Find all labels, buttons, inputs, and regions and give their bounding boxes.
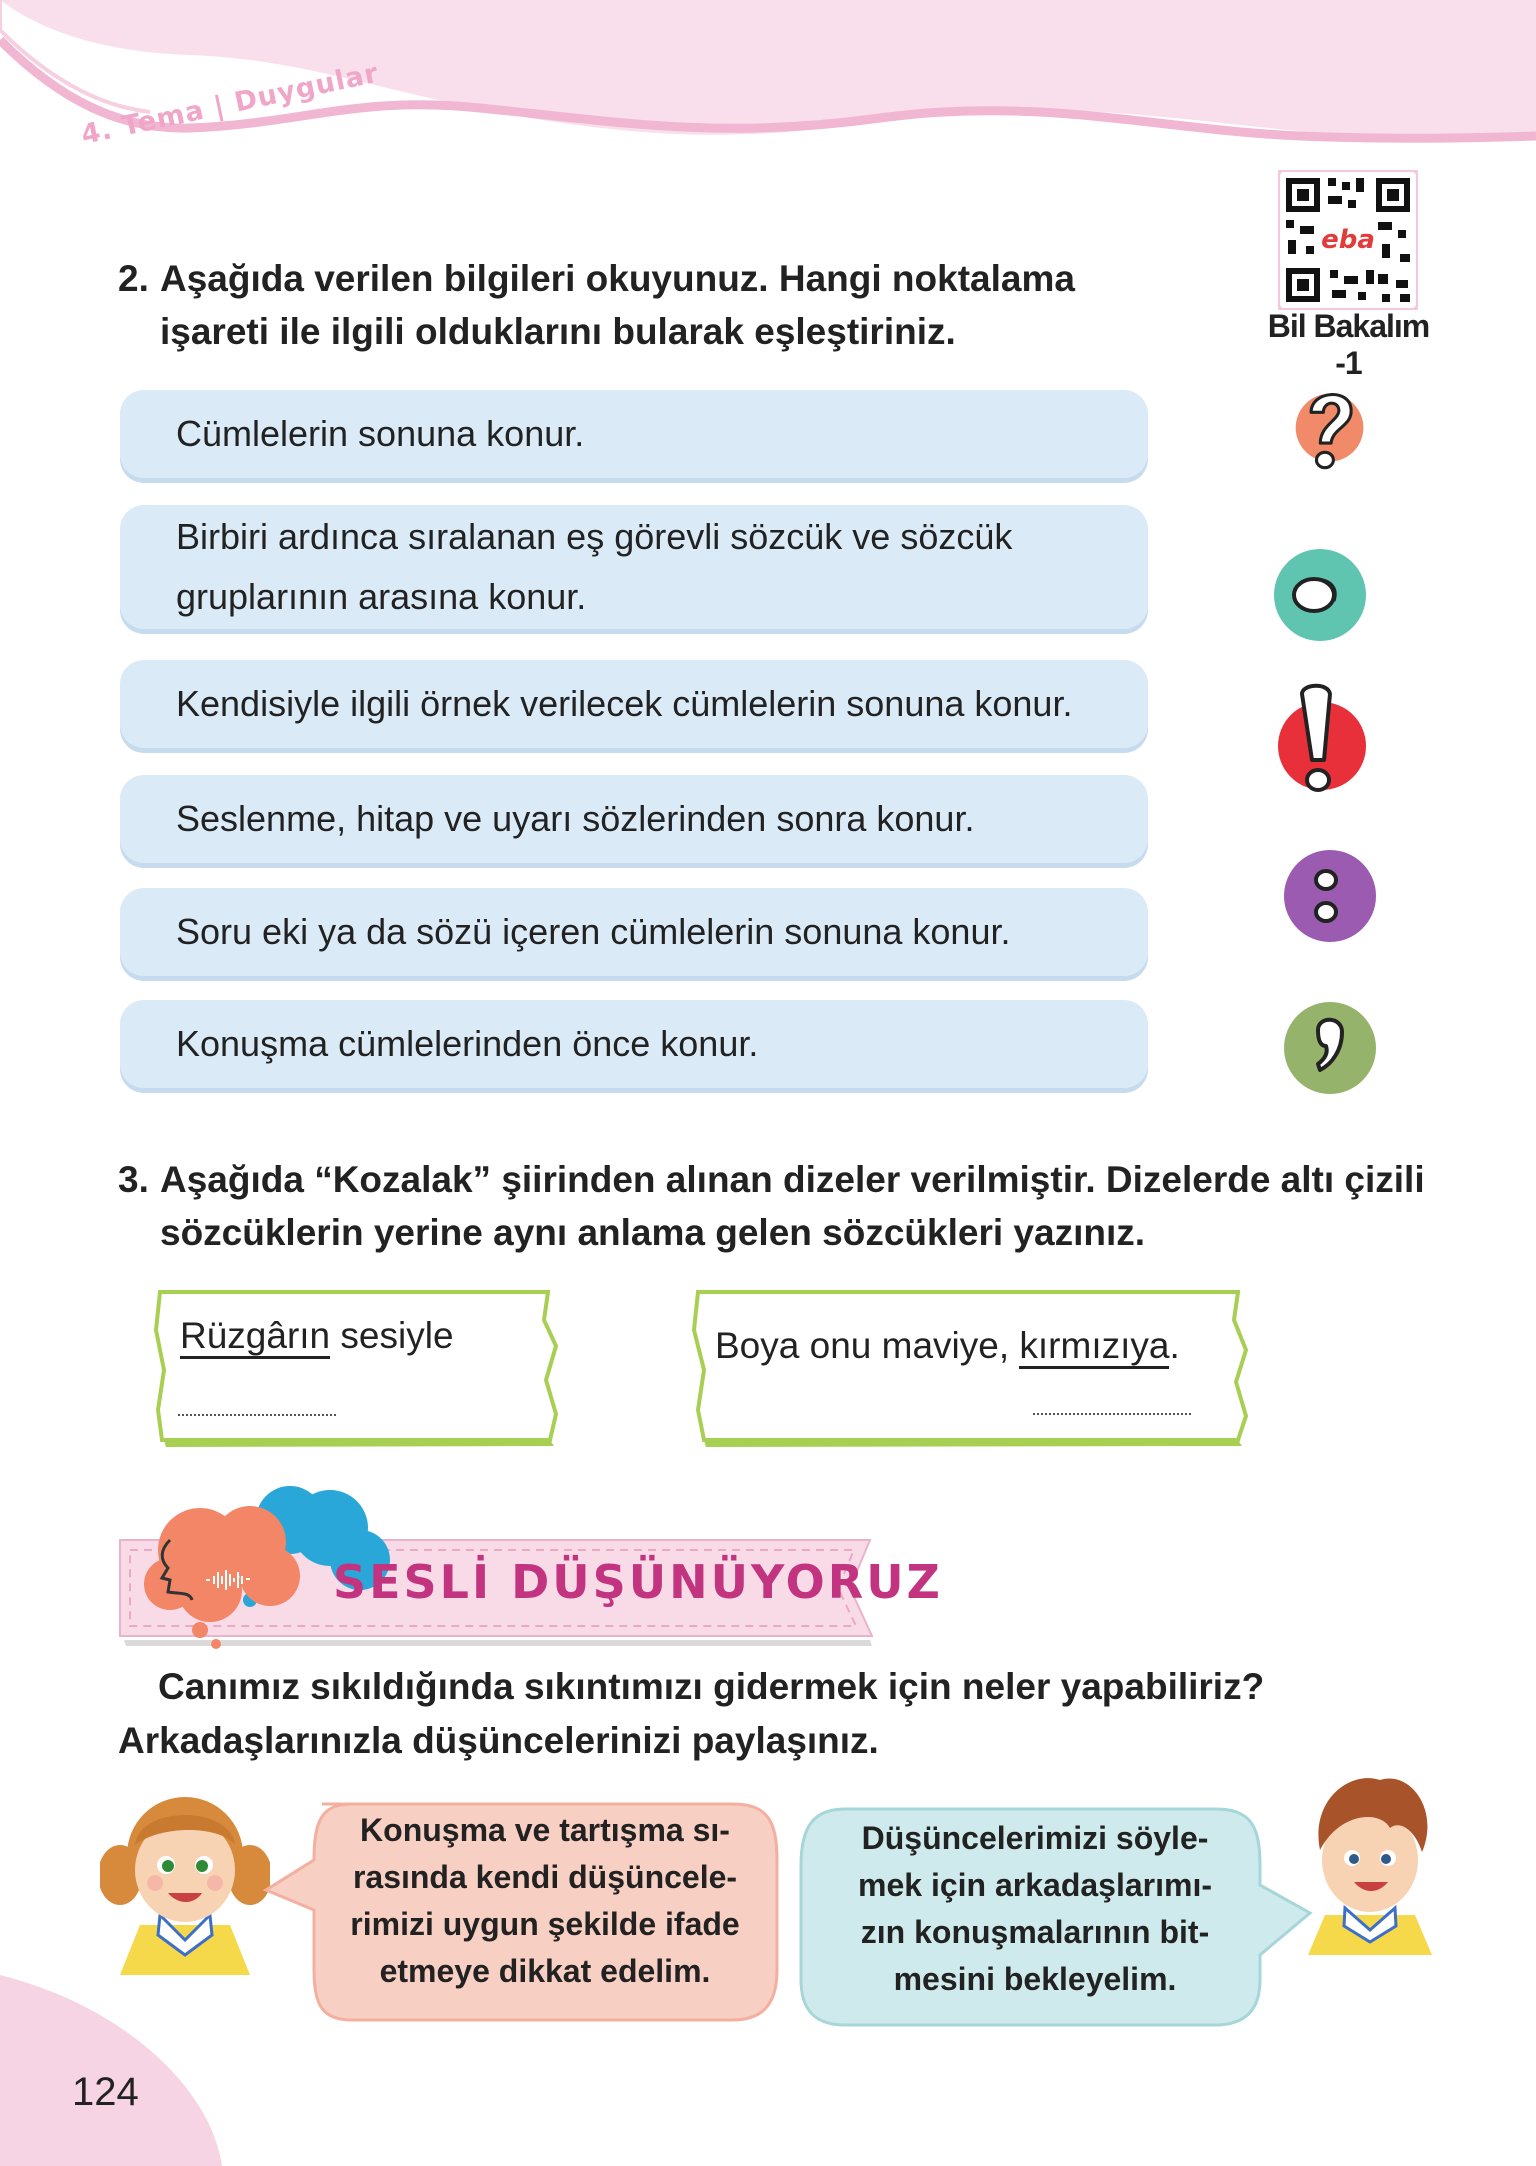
poem-line-1 (180, 1315, 454, 1357)
info-box-text: Soru eki ya da sözü içeren cümlelerin sonuna konur. (176, 911, 1011, 952)
banner-title: SESLİ DÜŞÜNÜYORUZ (333, 1555, 943, 1609)
question-2-line2: işareti ile ilgili olduklarını bularak eşleştiriniz. (160, 311, 956, 352)
poem-line-1-rest: sesiyle (330, 1315, 454, 1356)
info-box-text-line2: gruplarının arasına konur. (176, 576, 587, 617)
answer-line-1[interactable] (178, 1414, 336, 1416)
info-box-text: Konuşma cümlelerinden önce konur. (176, 1023, 759, 1064)
underlined-word: Rüzgârın (180, 1315, 330, 1359)
qr-label: Bil Bakalım -1 (1267, 308, 1430, 381)
girl-bubble-text (330, 1807, 760, 1995)
eba-logo: eba (1321, 225, 1375, 255)
bubble-line: rimizi uygun şekilde ifade (350, 1906, 740, 1942)
info-box-6[interactable] (120, 1000, 1148, 1088)
info-box-2[interactable] (120, 505, 1148, 629)
info-box-1[interactable] (120, 390, 1148, 478)
girl-avatar (100, 1765, 270, 1975)
poem-box-1-frame (152, 1290, 562, 1450)
question-3-line1: Aşağıda “Kozalak” şiirinden alınan dizeler verilmiştir. Dizelerde altı çizili (160, 1159, 1425, 1200)
qr-code[interactable] (1278, 170, 1418, 310)
bubble-line: rasında kendi düşüncele- (352, 1859, 738, 1895)
underlined-word: kırmızıya (1019, 1325, 1169, 1369)
question-3-instructions (118, 1153, 1428, 1259)
poem-line-2-prefix: Boya onu maviye, (715, 1325, 1020, 1366)
info-box-4[interactable] (120, 775, 1148, 863)
comma-icon[interactable] (1280, 998, 1380, 1098)
info-box-text: Seslenme, hitap ve uyarı sözlerinden sonra konur. (176, 798, 975, 839)
info-box-text-line1: Birbiri ardınca sıralanan eş görevli sözcük ve sözcük (176, 516, 1013, 557)
poem-box-2-frame (690, 1290, 1250, 1450)
question-2-instructions (118, 252, 1138, 358)
theme-label: 4. Tema | Duygular (78, 57, 382, 151)
bubble-line: Düşüncelerimizi söyle- (861, 1820, 1209, 1856)
info-box-text: Kendisiyle ilgili örnek verilecek cümlelerin sonuna konur. (176, 683, 1073, 724)
exclamation-mark-icon[interactable] (1268, 680, 1368, 810)
bubble-line: zın konuşmalarının bit- (860, 1914, 1210, 1950)
question-mark-icon[interactable] (1278, 380, 1378, 480)
info-box-text: Cümlelerin sonuna konur. (176, 413, 585, 454)
colon-icon[interactable] (1280, 848, 1380, 948)
question-3-line2: sözcüklerin yerine aynı anlama gelen sözcükleri yazınız. (160, 1212, 1146, 1253)
poem-line-2 (715, 1325, 1180, 1367)
question-2-number: 2. (118, 258, 149, 299)
boy-avatar (1300, 1770, 1440, 1955)
answer-line-2[interactable] (1033, 1413, 1191, 1415)
boy-bubble-text (815, 1815, 1255, 2003)
question-2-line1: Aşağıda verilen bilgileri okuyunuz. Hangi noktalama (160, 258, 1075, 299)
poem-line-2-suffix: . (1169, 1325, 1180, 1366)
bubble-line: Konuşma ve tartışma sı- (360, 1812, 730, 1848)
page-number: 124 (72, 2070, 139, 2114)
info-box-3[interactable] (120, 660, 1148, 748)
bubble-line: mesini bekleyelim. (893, 1961, 1177, 1997)
question-3-number: 3. (118, 1159, 149, 1200)
discussion-paragraph: Canımız sıkıldığında sıkıntımızı gidermek için neler yapabiliriz? Arkadaşlarınızla düşüncelerinizi paylaşınız. (118, 1666, 1265, 1761)
bubble-line: mek için arkadaşlarımı- (858, 1867, 1212, 1903)
bubble-line: etmeye dikkat edelim. (379, 1953, 711, 1989)
period-icon[interactable] (1268, 545, 1368, 645)
header-wave-decoration (0, 0, 1536, 160)
info-box-5[interactable] (120, 888, 1148, 976)
